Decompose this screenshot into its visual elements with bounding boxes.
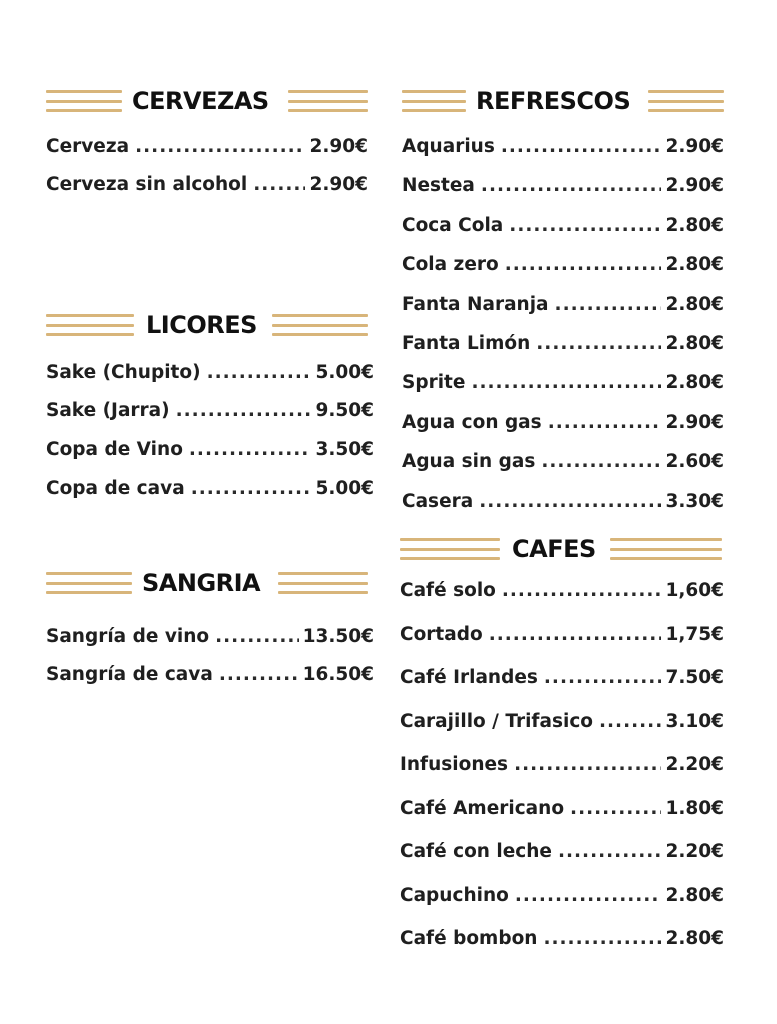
item-name: Casera [402,491,474,512]
menu-item [400,885,724,906]
item-name: Café bombon [400,928,538,949]
section-title: CERVEZAS [132,87,269,115]
item-name: Agua sin gas [402,451,536,472]
item-name: Café con leche [400,841,552,862]
menu-item [402,412,724,433]
item-price: 1,60€ [665,580,724,601]
decorative-stripes-left [46,572,132,594]
decorative-stripes-left [46,90,122,112]
item-name: Cola zero [402,254,499,275]
item-name: Aquarius [402,136,495,157]
dot-leader [471,372,661,393]
item-name: Sangría de vino [46,626,210,647]
decorative-stripes-right [272,314,368,336]
dot-leader [135,136,305,157]
menu-item [46,174,368,195]
section-header-licores [46,308,374,342]
section-header-cervezas [46,84,368,118]
section-header-refrescos [402,84,724,118]
item-price: 3.50€ [315,439,374,460]
item-price: 16.50€ [302,664,374,685]
dot-leader [489,624,662,645]
dot-leader [505,254,662,275]
menu-item [402,175,724,196]
dot-leader [479,491,661,512]
dot-leader [541,451,661,472]
menu-item [46,664,374,685]
menu-item [402,136,724,157]
dot-leader [189,439,312,460]
decorative-stripes-right [610,538,722,560]
section-title: CAFES [512,535,596,563]
decorative-stripes-left [400,538,500,560]
dot-leader [555,294,662,315]
item-price: 2.90€ [665,136,724,157]
menu-item [402,491,724,512]
dot-leader [558,841,662,862]
section-title: LICORES [146,311,257,339]
item-name: Agua con gas [402,412,542,433]
item-price: 3.30€ [665,491,724,512]
dot-leader [191,478,312,499]
decorative-stripes-right [288,90,368,112]
decorative-stripes-left [402,90,466,112]
item-price: 9.50€ [315,400,374,421]
item-name: Sprite [402,372,466,393]
item-price: 3.10€ [665,711,724,732]
item-name: Fanta Naranja [402,294,549,315]
item-price: 2.90€ [309,136,368,157]
dot-leader [509,215,661,236]
item-price: 2.20€ [665,754,724,775]
dot-leader [544,667,662,688]
item-price: 1,75€ [665,624,724,645]
item-price: 2.80€ [665,885,724,906]
item-name: Cerveza sin alcohol [46,174,248,195]
menu-item [400,928,724,949]
menu-item [46,136,368,157]
menu-item [46,626,374,647]
dot-leader [548,412,662,433]
section-header-cafes [400,532,724,566]
item-price: 5.00€ [315,478,374,499]
item-price: 2.80€ [665,372,724,393]
menu-item [400,624,724,645]
dot-leader [207,362,312,383]
item-name: Copa de Vino [46,439,183,460]
item-name: Sake (Chupito) [46,362,201,383]
item-price: 5.00€ [315,362,374,383]
dot-leader [501,136,662,157]
item-price: 2.60€ [665,451,724,472]
dot-leader [599,711,661,732]
item-price: 13.50€ [302,626,374,647]
item-price: 2.90€ [665,412,724,433]
section-licores [46,308,374,508]
section-cafes [400,532,724,962]
item-name: Capuchino [400,885,509,906]
dot-leader [176,400,312,421]
menu-item [46,439,374,460]
dot-leader [253,174,305,195]
item-price: 2.90€ [665,175,724,196]
item-price: 1.80€ [665,798,724,819]
menu-item [400,841,724,862]
item-name: Cortado [400,624,483,645]
menu-item [400,580,724,601]
item-price: 2.80€ [665,215,724,236]
dot-leader [481,175,662,196]
menu-item [402,254,724,275]
menu-item [400,667,724,688]
menu-item [402,372,724,393]
section-sangria [46,566,374,696]
dot-leader [219,664,299,685]
menu-item [400,711,724,732]
item-name: Fanta Limón [402,333,531,354]
dot-leader [514,754,661,775]
section-title: REFRESCOS [476,87,631,115]
item-name: Sangría de cava [46,664,213,685]
menu-item [402,215,724,236]
item-name: Nestea [402,175,475,196]
menu-item [402,294,724,315]
decorative-stripes-left [46,314,134,336]
section-title: SANGRIA [142,569,261,597]
item-price: 2.80€ [665,294,724,315]
item-name: Infusiones [400,754,509,775]
menu-item [400,754,724,775]
dot-leader [570,798,661,819]
decorative-stripes-right [648,90,724,112]
dot-leader [536,333,661,354]
item-price: 2.90€ [309,174,368,195]
item-price: 2.80€ [665,928,724,949]
item-name: Cerveza [46,136,130,157]
item-price: 2.80€ [665,333,724,354]
item-name: Sake (Jarra) [46,400,170,421]
section-refrescos [402,84,724,524]
item-price: 2.20€ [665,841,724,862]
decorative-stripes-right [278,572,368,594]
menu-item [400,798,724,819]
item-name: Coca Cola [402,215,504,236]
section-cervezas [46,84,368,204]
section-header-sangria [46,566,374,600]
item-name: Carajillo / Trifasico [400,711,593,732]
menu-item [46,478,374,499]
dot-leader [502,580,662,601]
item-price: 7.50€ [665,667,724,688]
menu-item [46,362,374,383]
dot-leader [215,626,298,647]
item-name: Café Americano [400,798,565,819]
item-name: Copa de cava [46,478,185,499]
dot-leader [515,885,662,906]
dot-leader [543,928,661,949]
menu-item [402,451,724,472]
item-price: 2.80€ [665,254,724,275]
menu-item [402,333,724,354]
item-name: Café Irlandes [400,667,538,688]
item-name: Café solo [400,580,496,601]
menu-item [46,400,374,421]
